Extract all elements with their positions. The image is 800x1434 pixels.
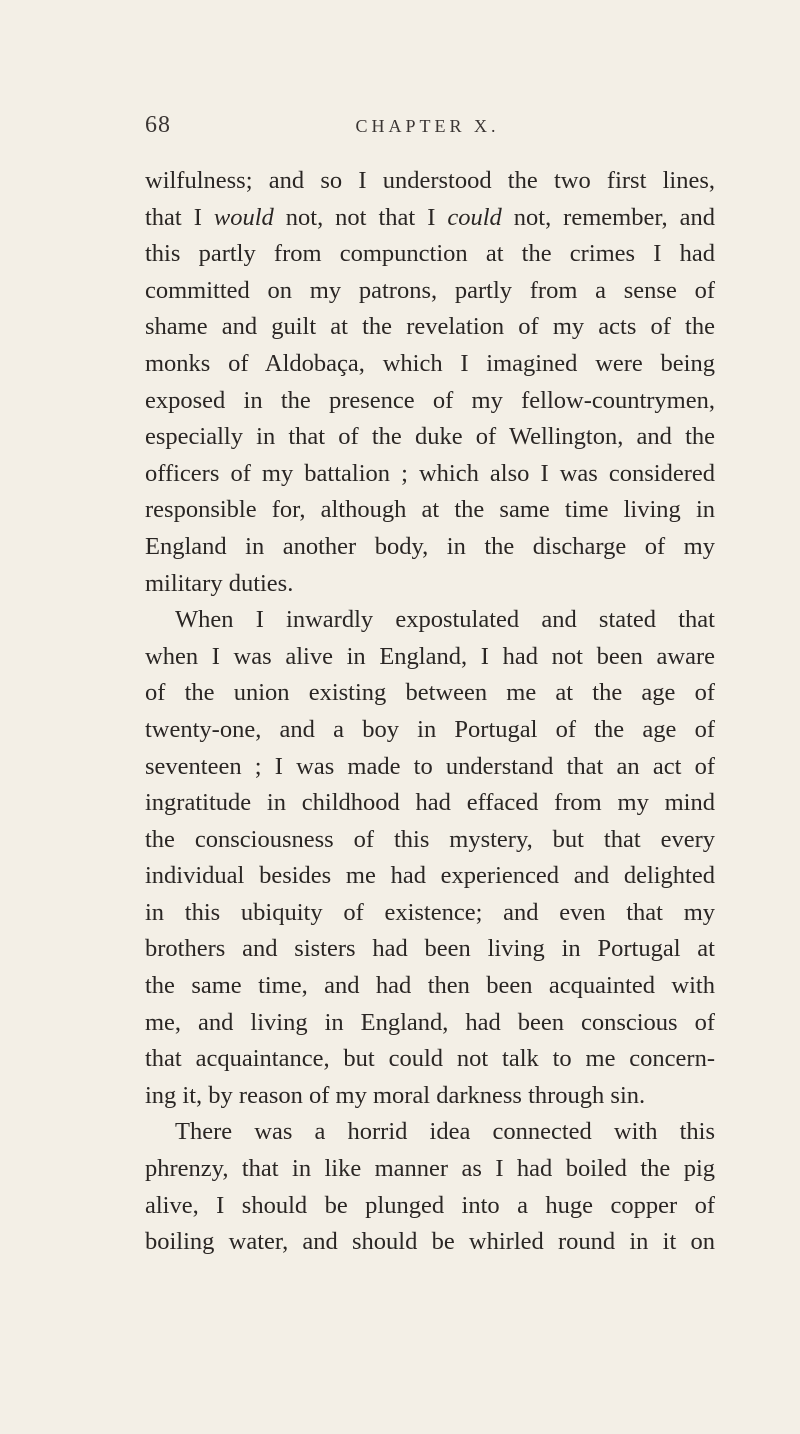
text-segment: exposed in the presence of my fellow-countrymen,	[145, 386, 715, 414]
text-segment: the consciousness of this mystery, but that every	[145, 825, 715, 853]
text-line	[145, 236, 715, 273]
text-line	[145, 346, 715, 383]
text-segment: shame and guilt at the revelation of my acts of the	[145, 313, 715, 341]
text-segment: England in another body, in the discharge of my	[145, 532, 715, 560]
text-line	[145, 1041, 715, 1078]
text-line	[145, 822, 715, 859]
text-segment: in this ubiquity of existence; and even that my	[145, 898, 715, 926]
text-segment: There was a horrid idea connected with this	[175, 1118, 715, 1146]
text-line	[145, 1224, 715, 1261]
text-line	[145, 1188, 715, 1225]
text-segment: of the union existing between me at the age of	[145, 679, 715, 707]
text-line	[145, 895, 715, 932]
text-line	[145, 419, 715, 456]
text-line	[145, 456, 715, 493]
text-segment: twenty-one, and a boy in Portugal of the age of	[145, 715, 715, 743]
running-head	[145, 112, 710, 146]
text-line	[145, 1151, 715, 1188]
text-line	[145, 712, 715, 749]
text-line	[145, 931, 715, 968]
text-segment: not, remember, and	[501, 203, 715, 231]
text-line	[145, 602, 715, 639]
text-line	[145, 273, 715, 310]
text-line	[145, 309, 715, 346]
page-number: 68	[145, 112, 171, 138]
text-segment: ingratitude in childhood had effaced from my mind	[145, 789, 715, 817]
text-segment: brothers and sisters had been living in Portugal at	[145, 935, 715, 963]
italic-word: would	[213, 203, 274, 231]
text-line	[145, 968, 715, 1005]
text-segment: committed on my patrons, partly from a sense of	[145, 276, 715, 304]
text-line	[145, 785, 715, 822]
italic-word: could	[447, 203, 502, 231]
text-line	[145, 200, 715, 237]
text-line	[145, 1114, 715, 1151]
text-line	[145, 529, 715, 566]
text-segment: officers of my battalion ; which also I was considered	[145, 459, 715, 487]
text-segment: alive, I should be plunged into a huge copper of	[145, 1191, 715, 1219]
body-text	[145, 163, 715, 1261]
text-line	[145, 1078, 715, 1115]
text-line	[145, 639, 715, 676]
text-segment: responsible for, although at the same time living in	[145, 496, 715, 524]
text-segment: phrenzy, that in like manner as I had boiled the pig	[145, 1155, 715, 1183]
text-segment: the same time, and had then been acquainted with	[145, 972, 715, 1000]
text-line	[145, 1005, 715, 1042]
text-segment: boiling water, and should be whirled round in it on	[145, 1228, 715, 1256]
text-segment: ing it, by reason of my moral darkness through sin.	[145, 1081, 646, 1109]
text-segment: when I was alive in England, I had not been aware	[145, 642, 715, 670]
text-segment: monks of Aldobaça, which I imagined were being	[145, 349, 715, 377]
text-line	[145, 749, 715, 786]
text-segment: seventeen ; I was made to understand that an act of	[145, 752, 715, 780]
text-segment: that acquaintance, but could not talk to me concern-	[145, 1045, 715, 1073]
text-segment: military duties.	[145, 569, 294, 597]
text-line	[145, 675, 715, 712]
text-line	[145, 858, 715, 895]
text-segment: not, not that I	[273, 203, 448, 231]
chapter-title: CHAPTER X.	[355, 116, 500, 136]
text-segment: individual besides me had experienced and delighted	[145, 862, 715, 890]
text-segment: wilfulness; and so I understood the two first lines,	[145, 167, 715, 194]
text-segment: this partly from compunction at the crimes I had	[145, 240, 715, 268]
text-line	[145, 383, 715, 420]
text-segment: me, and living in England, had been conscious of	[145, 1008, 715, 1036]
text-segment: especially in that of the duke of Wellington, and the	[145, 423, 715, 451]
text-segment: When I inwardly expostulated and stated that	[175, 606, 715, 634]
text-line	[145, 566, 715, 603]
text-line	[145, 163, 715, 200]
text-segment: that I	[145, 203, 214, 231]
text-line	[145, 492, 715, 529]
